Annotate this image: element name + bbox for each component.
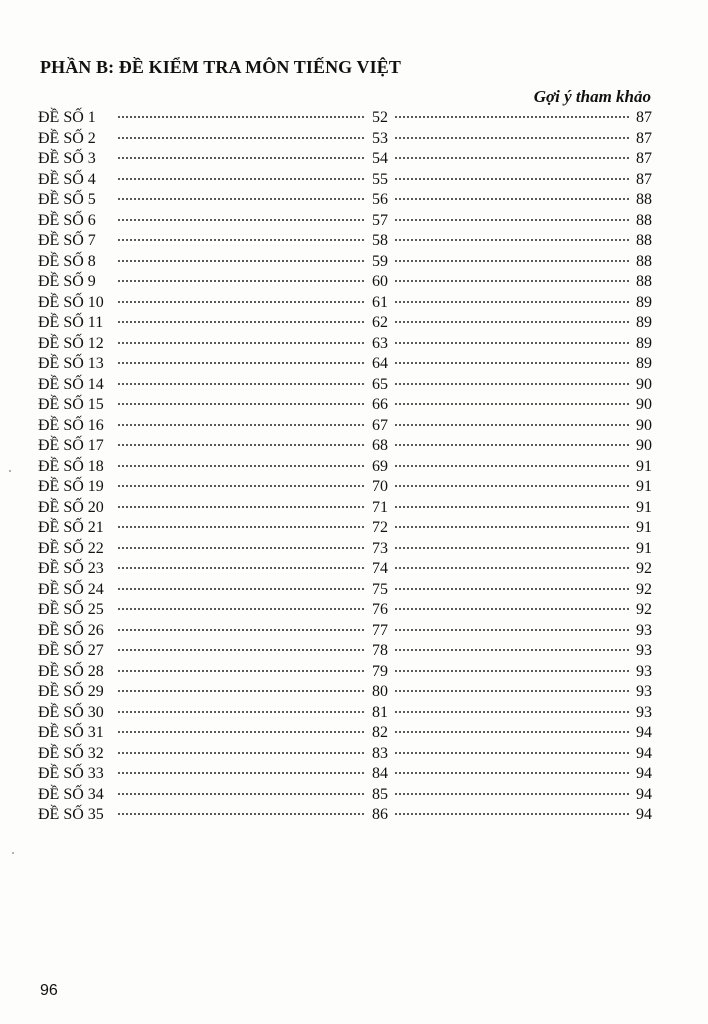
toc-entry-reference-page: 89 <box>636 293 652 311</box>
toc-row <box>38 477 652 498</box>
toc-entry-page: 52 <box>372 109 388 126</box>
toc-entry-label: ĐỀ SỐ 20 <box>38 498 104 516</box>
dot-leader <box>117 669 365 673</box>
toc-entry-label: ĐỀ SỐ 12 <box>38 334 104 352</box>
toc-row <box>38 641 652 662</box>
toc-entry-reference-page: 93 <box>636 662 652 680</box>
toc-entry-page: 70 <box>372 478 388 495</box>
toc-entry-reference-page: 94 <box>636 744 652 762</box>
dot-leader <box>117 484 365 488</box>
dot-leader <box>117 361 365 365</box>
dot-leader <box>394 464 629 468</box>
toc-row <box>38 621 652 642</box>
toc-entry-label: ĐỀ SỐ 4 <box>38 170 96 188</box>
dot-leader <box>394 505 629 509</box>
toc-entry-page: 76 <box>372 601 388 618</box>
dot-leader <box>117 751 365 755</box>
toc-entry-reference-page: 90 <box>636 375 652 393</box>
toc-row <box>38 395 652 416</box>
dot-leader <box>394 648 629 652</box>
dot-leader <box>394 382 629 386</box>
toc-entry-label: ĐỀ SỐ 23 <box>38 560 104 577</box>
toc-entry-label: ĐỀ SỐ 28 <box>38 662 104 680</box>
toc-row <box>38 539 652 560</box>
toc-entry-page: 54 <box>372 150 388 167</box>
dot-leader <box>117 115 365 119</box>
toc-entry-reference-page: 91 <box>636 539 652 557</box>
dot-leader <box>117 525 365 529</box>
toc-entry-label: ĐỀ SỐ 11 <box>38 314 104 331</box>
toc-row <box>38 149 652 170</box>
toc-entry-reference-page: 92 <box>636 601 652 618</box>
dot-leader <box>394 587 629 591</box>
toc-row <box>38 600 652 621</box>
dot-leader <box>394 730 629 734</box>
toc-entry-page: 75 <box>372 580 388 598</box>
toc-row <box>38 272 652 293</box>
toc-entry-page: 63 <box>372 334 388 352</box>
toc-row <box>38 518 652 539</box>
reference-column-header: Gợi ý tham khảo <box>533 87 651 106</box>
toc-entry-page: 72 <box>372 519 388 536</box>
toc-entry-label: ĐỀ SỐ 32 <box>38 744 104 762</box>
toc-entry-page: 57 <box>372 211 388 229</box>
toc-row <box>38 190 652 211</box>
dot-leader <box>394 361 629 365</box>
toc-row <box>38 108 652 129</box>
toc-entry-reference-page: 88 <box>636 211 652 229</box>
toc-row <box>38 764 652 785</box>
dot-leader <box>117 136 365 140</box>
toc-entry-label: ĐỀ SỐ 30 <box>38 703 104 721</box>
toc-entry-label: ĐỀ SỐ 24 <box>38 580 104 598</box>
dot-leader <box>117 771 365 775</box>
toc-entry-reference-page: 91 <box>636 478 652 495</box>
toc-row <box>38 436 652 457</box>
toc-entry-page: 78 <box>372 642 388 659</box>
toc-entry-page: 68 <box>372 437 388 454</box>
dot-leader <box>394 341 629 345</box>
dot-leader <box>394 628 629 632</box>
dot-leader <box>117 546 365 550</box>
toc-entry-reference-page: 92 <box>636 580 652 598</box>
toc-row <box>38 293 652 314</box>
toc-entry-reference-page: 94 <box>636 806 652 823</box>
dot-leader <box>117 402 365 406</box>
toc-entry-label: ĐỀ SỐ 31 <box>38 724 104 741</box>
toc-entry-page: 66 <box>372 396 388 413</box>
dot-leader <box>117 566 365 570</box>
toc-row <box>38 498 652 519</box>
dot-leader <box>117 177 365 181</box>
toc-row <box>38 416 652 437</box>
scan-speck <box>9 470 11 472</box>
toc-entry-label: ĐỀ SỐ 5 <box>38 191 96 208</box>
toc-entry-page: 61 <box>372 293 388 311</box>
toc-entry-label: ĐỀ SỐ 13 <box>38 355 104 372</box>
toc-entry-label: ĐỀ SỐ 14 <box>38 375 104 393</box>
dot-leader <box>117 218 365 222</box>
toc-entry-label: ĐỀ SỐ 1 <box>38 109 96 126</box>
toc-entry-label: ĐỀ SỐ 21 <box>38 519 104 536</box>
toc-entry-page: 74 <box>372 560 388 577</box>
dot-leader <box>394 115 629 119</box>
dot-leader <box>394 689 629 693</box>
toc-entry-reference-page: 93 <box>636 703 652 721</box>
toc-row <box>38 231 652 252</box>
dot-leader <box>394 402 629 406</box>
dot-leader <box>117 156 365 160</box>
dot-leader <box>394 238 629 242</box>
dot-leader <box>394 525 629 529</box>
dot-leader <box>117 300 365 304</box>
dot-leader <box>394 669 629 673</box>
dot-leader <box>394 771 629 775</box>
toc-entry-reference-page: 90 <box>636 416 652 434</box>
toc-entry-label: ĐỀ SỐ 29 <box>38 683 104 700</box>
toc-entry-reference-page: 87 <box>636 129 652 147</box>
toc-entry-label: ĐỀ SỐ 26 <box>38 621 104 639</box>
toc-entry-reference-page: 87 <box>636 170 652 188</box>
toc-entry-reference-page: 94 <box>636 785 652 803</box>
dot-leader <box>117 464 365 468</box>
toc-entry-label: ĐỀ SỐ 10 <box>38 293 104 311</box>
toc-entry-page: 62 <box>372 314 388 331</box>
toc-row <box>38 580 652 601</box>
toc-entry-page: 67 <box>372 416 388 434</box>
toc-row <box>38 805 652 826</box>
dot-leader <box>394 710 629 714</box>
toc-row <box>38 313 652 334</box>
toc-entry-reference-page: 91 <box>636 498 652 516</box>
toc-row <box>38 785 652 806</box>
dot-leader <box>117 587 365 591</box>
toc-entry-reference-page: 88 <box>636 252 652 270</box>
toc-entry-page: 86 <box>372 806 388 823</box>
toc-entry-reference-page: 88 <box>636 232 652 249</box>
dot-leader <box>394 484 629 488</box>
dot-leader <box>394 546 629 550</box>
dot-leader <box>394 423 629 427</box>
toc-row <box>38 559 652 580</box>
toc-row <box>38 170 652 191</box>
toc-entry-label: ĐỀ SỐ 2 <box>38 129 96 147</box>
dot-leader <box>117 710 365 714</box>
toc-entry-reference-page: 91 <box>636 457 652 475</box>
dot-leader <box>117 423 365 427</box>
toc-entry-page: 73 <box>372 539 388 557</box>
toc-entry-page: 80 <box>372 683 388 700</box>
toc-row <box>38 682 652 703</box>
dot-leader <box>394 218 629 222</box>
dot-leader <box>394 751 629 755</box>
dot-leader <box>117 443 365 447</box>
dot-leader <box>117 689 365 693</box>
toc-entry-label: ĐỀ SỐ 15 <box>38 396 104 413</box>
toc-entry-label: ĐỀ SỐ 7 <box>38 232 96 249</box>
toc-entry-page: 77 <box>372 621 388 639</box>
toc-entry-page: 59 <box>372 252 388 270</box>
dot-leader <box>117 238 365 242</box>
toc-entry-page: 55 <box>372 170 388 188</box>
dot-leader <box>117 341 365 345</box>
toc-entry-label: ĐỀ SỐ 17 <box>38 437 104 454</box>
toc-entry-page: 53 <box>372 129 388 147</box>
toc-entry-label: ĐỀ SỐ 35 <box>38 806 104 823</box>
toc-entry-page: 64 <box>372 355 388 372</box>
table-of-contents <box>38 108 652 826</box>
dot-leader <box>117 648 365 652</box>
toc-entry-reference-page: 90 <box>636 396 652 413</box>
toc-row <box>38 375 652 396</box>
toc-entry-page: 79 <box>372 662 388 680</box>
toc-entry-reference-page: 93 <box>636 621 652 639</box>
toc-entry-page: 58 <box>372 232 388 249</box>
dot-leader <box>117 792 365 796</box>
toc-entry-label: ĐỀ SỐ 34 <box>38 785 104 803</box>
dot-leader <box>117 812 365 816</box>
toc-entry-reference-page: 87 <box>636 109 652 126</box>
toc-row <box>38 703 652 724</box>
toc-row <box>38 334 652 355</box>
dot-leader <box>394 300 629 304</box>
toc-entry-label: ĐỀ SỐ 9 <box>38 273 96 290</box>
toc-entry-label: ĐỀ SỐ 25 <box>38 601 104 618</box>
dot-leader <box>394 792 629 796</box>
toc-row <box>38 744 652 765</box>
dot-leader <box>394 607 629 611</box>
toc-entry-reference-page: 89 <box>636 314 652 331</box>
toc-row <box>38 252 652 273</box>
toc-entry-page: 84 <box>372 765 388 782</box>
dot-leader <box>394 566 629 570</box>
toc-row <box>38 457 652 478</box>
toc-entry-reference-page: 93 <box>636 642 652 659</box>
toc-entry-page: 85 <box>372 785 388 803</box>
dot-leader <box>117 259 365 263</box>
toc-entry-label: ĐỀ SỐ 18 <box>38 457 104 475</box>
dot-leader <box>117 279 365 283</box>
toc-entry-page: 69 <box>372 457 388 475</box>
toc-entry-page: 65 <box>372 375 388 393</box>
toc-entry-page: 82 <box>372 724 388 741</box>
toc-entry-label: ĐỀ SỐ 6 <box>38 211 96 229</box>
toc-row <box>38 211 652 232</box>
toc-entry-reference-page: 88 <box>636 273 652 290</box>
toc-entry-page: 60 <box>372 273 388 290</box>
toc-row <box>38 354 652 375</box>
dot-leader <box>394 136 629 140</box>
toc-entry-label: ĐỀ SỐ 8 <box>38 252 96 270</box>
toc-row <box>38 129 652 150</box>
toc-entry-reference-page: 90 <box>636 437 652 454</box>
toc-entry-reference-page: 89 <box>636 355 652 372</box>
dot-leader <box>117 197 365 201</box>
dot-leader <box>117 607 365 611</box>
toc-entry-reference-page: 89 <box>636 334 652 352</box>
dot-leader <box>117 628 365 632</box>
toc-entry-label: ĐỀ SỐ 16 <box>38 416 104 434</box>
toc-entry-reference-page: 88 <box>636 191 652 208</box>
toc-entry-reference-page: 91 <box>636 519 652 536</box>
dot-leader <box>117 382 365 386</box>
toc-entry-reference-page: 92 <box>636 560 652 577</box>
dot-leader <box>394 279 629 283</box>
scan-speck <box>12 852 14 854</box>
toc-entry-page: 81 <box>372 703 388 721</box>
dot-leader <box>117 730 365 734</box>
toc-entry-label: ĐỀ SỐ 27 <box>38 642 104 659</box>
toc-entry-label: ĐỀ SỐ 33 <box>38 765 104 782</box>
section-heading: PHẦN B: ĐỀ KIỂM TRA MÔN TIẾNG VIỆT <box>40 57 401 77</box>
dot-leader <box>394 259 629 263</box>
dot-leader <box>394 197 629 201</box>
toc-entry-page: 56 <box>372 191 388 208</box>
toc-row <box>38 662 652 683</box>
toc-entry-reference-page: 94 <box>636 724 652 741</box>
toc-row <box>38 723 652 744</box>
dot-leader <box>394 177 629 181</box>
toc-entry-reference-page: 93 <box>636 683 652 700</box>
toc-entry-label: ĐỀ SỐ 22 <box>38 539 104 557</box>
dot-leader <box>394 320 629 324</box>
dot-leader <box>117 505 365 509</box>
toc-entry-page: 71 <box>372 498 388 516</box>
dot-leader <box>394 156 629 160</box>
toc-entry-reference-page: 87 <box>636 150 652 167</box>
toc-entry-page: 83 <box>372 744 388 762</box>
dot-leader <box>117 320 365 324</box>
toc-entry-reference-page: 94 <box>636 765 652 782</box>
toc-entry-label: ĐỀ SỐ 3 <box>38 150 96 167</box>
dot-leader <box>394 812 629 816</box>
dot-leader <box>394 443 629 447</box>
toc-entry-label: ĐỀ SỐ 19 <box>38 478 104 495</box>
page-number: 96 <box>40 982 58 999</box>
